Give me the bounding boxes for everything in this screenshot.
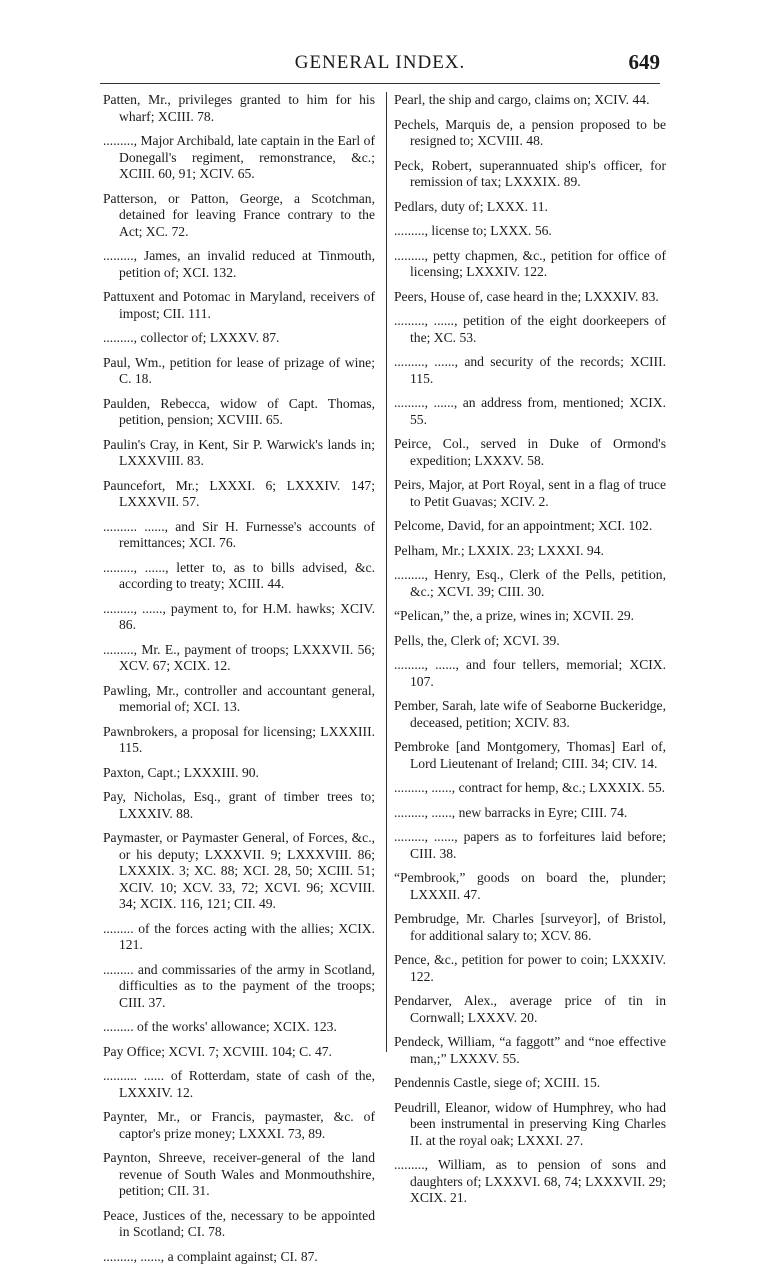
index-entry: ........., Henry, Esq., Clerk of the Pells, petition, &c.; XCVI. 39; CIII. 30. (394, 567, 666, 599)
index-entry: Peck, Robert, superannuated ship's officer, for remission of tax; LXXXIX. 89. (394, 157, 666, 189)
index-entry: ......... of the forces acting with the allies; XCIX. 121. (103, 920, 375, 952)
page-header (100, 48, 660, 78)
index-entry: ........., Mr. E., payment of troops; LXXXVII. 56; XCV. 67; XCIX. 12. (103, 641, 375, 673)
index-entry: Paxton, Capt.; LXXXIII. 90. (103, 764, 259, 780)
index-entry: ........., ......, an address from, mentioned; XCIX. 55. (394, 395, 666, 427)
index-entry: Paulin's Cray, in Kent, Sir P. Warwick's lands in; LXXXVIII. 83. (103, 436, 375, 468)
index-entry: Peace, Justices of the, necessary to be appointed in Scotland; CI. 78. (103, 1207, 375, 1239)
index-entry: Pembrudge, Mr. Charles [surveyor], of Bristol, for additional salary to; XCV. 86. (394, 911, 666, 943)
index-entry: Pendarver, Alex., average price of tin in Cornwall; LXXXV. 20. (394, 993, 666, 1025)
index-entry: ........., ......, new barracks in Eyre; CIII. 74. (394, 804, 628, 820)
index-entry: ........., ......, letter to, as to bills advised, &c. according to treaty; XCIII. 44. (103, 559, 375, 591)
index-entry: ........., ......, and four tellers, memorial; XCIX. 107. (394, 657, 666, 689)
index-entry: ......... and commissaries of the army in Scotland, difficulties as to the payment of the troops; CIII. 37. (103, 961, 375, 1010)
index-entry: Paynter, Mr., or Francis, paymaster, &c. of captor's prize money; LXXXI. 73, 89. (103, 1109, 375, 1141)
index-entry: ........., ......, and security of the records; XCIII. 115. (394, 354, 666, 386)
index-entry: ........., James, an invalid reduced at Tinmouth, petition of; XCI. 132. (103, 248, 375, 280)
index-entry: ........., ......, payment to, for H.M. hawks; XCIV. 86. (103, 600, 375, 632)
index-entry: Pelham, Mr.; LXXIX. 23; LXXXI. 94. (394, 542, 604, 558)
index-column-left (103, 92, 375, 1273)
index-entry: Paynton, Shreeve, receiver-general of the land revenue of South Wales and Monmouthshire, petition; CII. 31. (103, 1150, 375, 1198)
index-entry: Peers, House of, case heard in the; LXXXIV. 83. (394, 288, 659, 304)
index-column-right (394, 92, 666, 1215)
index-entry: ......... of the works' allowance; XCIX. 123. (103, 1019, 337, 1034)
index-entry: Pearl, the ship and cargo, claims on; XCIV. 44. (394, 92, 650, 107)
column-divider (386, 92, 387, 1052)
index-entry: Pembroke [and Montgomery, Thomas] Earl of, Lord Lieutenant of Ireland; CIII. 34; CIV. 14. (394, 739, 666, 771)
index-entry: Peirce, Col., served in Duke of Ormond's expedition; LXXXV. 58. (394, 436, 666, 468)
page-number: 649 (628, 50, 660, 74)
index-entry: Pauncefort, Mr.; LXXXI. 6; LXXXIV. 147; LXXXVII. 57. (103, 477, 375, 509)
index-entry: ........., ......, papers as to forfeitures laid before; CIII. 38. (394, 829, 666, 861)
index-entry: “Pembrook,” goods on board the, plunder; LXXXII. 47. (394, 870, 666, 902)
running-title: GENERAL INDEX. (294, 52, 466, 73)
index-entry: Pedlars, duty of; LXXX. 11. (394, 198, 548, 214)
index-entry: ........., Major Archibald, late captain in the Earl of Donegall's regiment, remonstrance, &c.; XCIII. 60, 91; XCIV. 65. (103, 133, 375, 181)
index-entry: Pendeck, William, “a faggott” and “noe effective man,;” LXXXV. 55. (394, 1034, 666, 1066)
index-entry: Pawling, Mr., controller and accountant general, memorial of; XCI. 13. (103, 682, 375, 714)
index-entry: Patten, Mr., privileges granted to him for his wharf; XCIII. 78. (103, 92, 375, 124)
index-entry: Paulden, Rebecca, widow of Capt. Thomas, petition, pension; XCVIII. 65. (103, 395, 375, 427)
index-entry: “Pelican,” the, a prize, wines in; XCVII. 29. (394, 608, 635, 623)
index-entry: Paymaster, or Paymaster General, of Forces, &c., or his deputy; LXXXVII. 9; LXXXVIII. 86; LXXXIX. 3; XC. 88; XCI. 28, 50; XCIII. 51; XCIV. 10; XCV. 33, 72; XCVI. 96; XCVIII. 34; XCIX. 116, 121; CII. 49. (103, 830, 375, 911)
index-entry: Peirs, Major, at Port Royal, sent in a flag of truce to Petit Guavas; XCIV. 2. (394, 477, 666, 509)
index-entry: Pence, &c., petition for power to coin; LXXXIV. 122. (394, 952, 666, 984)
index-entry: ........., ......, a complaint against; CI. 87. (103, 1248, 318, 1264)
index-entry: Pawnbrokers, a proposal for licensing; LXXXIII. 115. (103, 723, 375, 755)
index-entry: ........., license to; LXXX. 56. (394, 223, 552, 238)
index-entry: Pelcome, David, for an appointment; XCI. 102. (394, 518, 653, 533)
index-entry: ........., ......, petition of the eight doorkeepers of the; XC. 53. (394, 313, 666, 345)
index-entry: Pells, the, Clerk of; XCVI. 39. (394, 632, 560, 648)
index-entry: Pay Office; XCVI. 7; XCVIII. 104; C. 47. (103, 1043, 332, 1059)
index-entry: ........., ......, contract for hemp, &c.; LXXXIX. 55. (394, 780, 666, 795)
index-entry: Pay, Nicholas, Esq., grant of timber trees to; LXXXIV. 88. (103, 789, 375, 821)
index-entry: Pattuxent and Potomac in Maryland, receivers of impost; CII. 111. (103, 289, 375, 321)
index-entry: Pendennis Castle, siege of; XCIII. 15. (394, 1075, 601, 1090)
index-entry: Paul, Wm., petition for lease of prizage of wine; C. 18. (103, 354, 375, 386)
index-entry: ........., petty chapmen, &c., petition for office of licensing; LXXXIV. 122. (394, 247, 666, 279)
index-entry: Patterson, or Patton, George, a Scotchman, detained for leaving France contrary to the Act; XC. 72. (103, 190, 375, 239)
index-entry: Pember, Sarah, late wife of Seaborne Buckeridge, deceased, petition; XCIV. 83. (394, 698, 666, 730)
index-entry: ........., William, as to pension of sons and daughters of; LXXXVI. 68, 74; LXXXVII. 29; XCIX. 21. (394, 1157, 666, 1205)
header-rule (100, 83, 660, 84)
index-entry: ........., collector of; LXXXV. 87. (103, 330, 280, 345)
index-entry: Peudrill, Eleanor, widow of Humphrey, who had been instrumental in preserving King Charles II. at the royal oak; LXXXI. 27. (394, 1099, 666, 1148)
index-entry: .......... ...... of Rotterdam, state of cash of the, LXXXIV. 12. (103, 1068, 375, 1100)
index-entry: .......... ......, and Sir H. Furnesse's accounts of remittances; XCI. 76. (103, 518, 375, 550)
index-entry: Pechels, Marquis de, a pension proposed to be resigned to; XCVIII. 48. (394, 116, 666, 148)
